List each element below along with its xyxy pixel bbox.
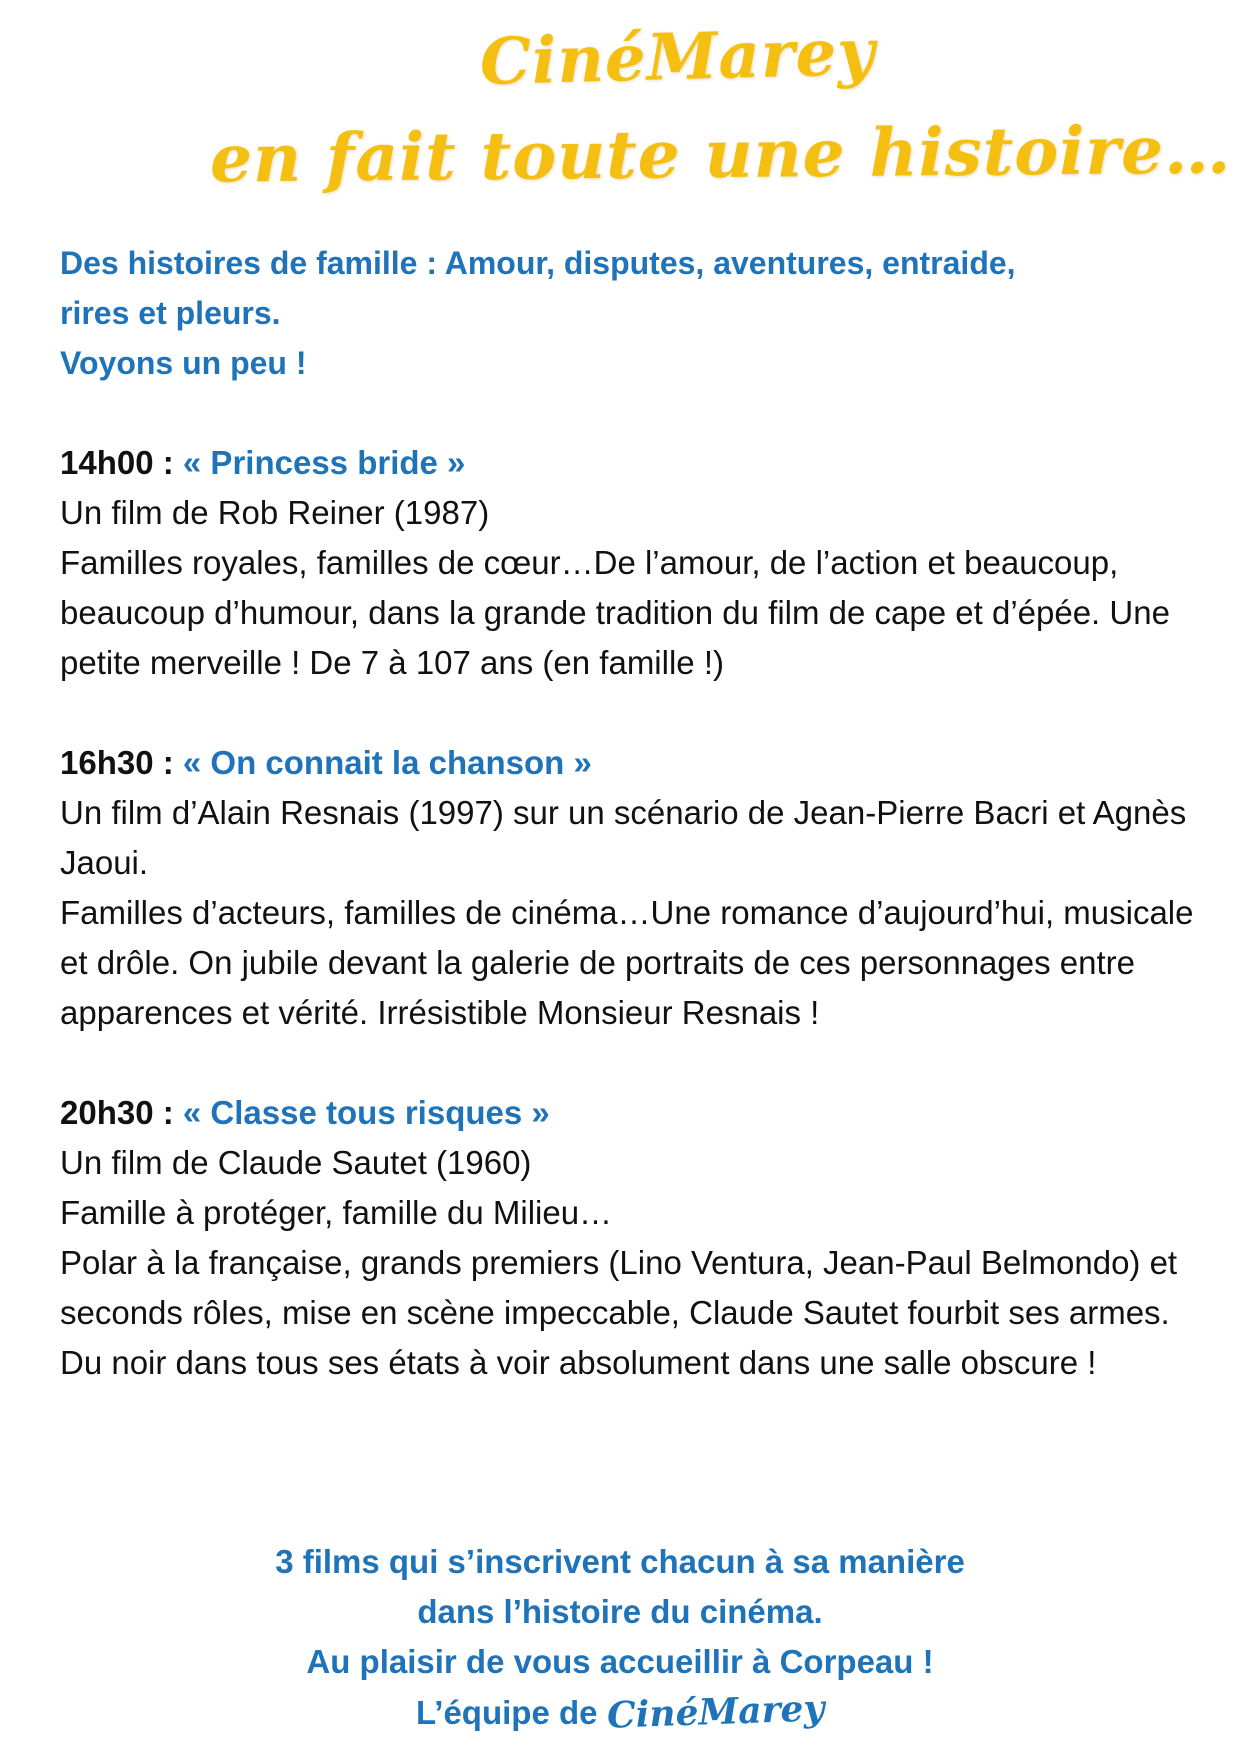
session-paragraph: Un film de Rob Reiner (1987) bbox=[60, 494, 490, 531]
session-time: 20h30 : bbox=[60, 1094, 174, 1131]
conclusion-line: 3 films qui s’inscrivent chacun à sa manière bbox=[275, 1543, 965, 1580]
session-1 bbox=[60, 438, 1210, 688]
intro-line: Voyons un peu ! bbox=[60, 345, 307, 381]
session-time: 14h00 : bbox=[60, 444, 174, 481]
intro-line: Des histoires de famille : Amour, disputes, aventures, entraide, bbox=[60, 245, 1016, 281]
session-time: 16h30 : bbox=[60, 744, 174, 781]
session-paragraph: Familles royales, familles de cœur…De l’amour, de l’action et beaucoup, beaucoup d’humour, dans la grande tradition du film de cape et d’épée. Une petite merveille ! De 7 à 107 ans (en famille !) bbox=[60, 544, 1170, 681]
session-paragraph: Familles d’acteurs, familles de cinéma…Une romance d’aujourd’hui, musicale et drôle. On jubile devant la galerie de portraits de ces personnages entre apparences et vérité. Irrésistible Monsieur Resnais ! bbox=[60, 894, 1194, 1031]
session-2 bbox=[60, 738, 1210, 1038]
brand-title: CinéMarey bbox=[479, 14, 877, 101]
session-paragraph: Famille à protéger, famille du Milieu… bbox=[60, 1194, 613, 1231]
conclusion-line: Au plaisir de vous accueillir à Corpeau ! bbox=[306, 1643, 934, 1680]
session-heading bbox=[60, 438, 1210, 488]
header-title-block bbox=[0, 14, 1240, 230]
film-title: « On connait la chanson » bbox=[182, 744, 592, 781]
conclusion-line: dans l’histoire du cinéma. bbox=[417, 1593, 823, 1630]
session-paragraph: Polar à la française, grands premiers (Lino Ventura, Jean-Paul Belmondo) et seconds rôles, mise en scène impeccable, Claude Sautet fourbit ses armes. Du noir dans tous ses états à voir absolument dans une salle obscure ! bbox=[60, 1244, 1178, 1381]
signature-line bbox=[0, 1687, 1240, 1738]
session-paragraph: Un film de Claude Sautet (1960) bbox=[60, 1144, 532, 1181]
signature-prefix: L’équipe de bbox=[415, 1694, 598, 1731]
session-3 bbox=[60, 1088, 1210, 1388]
film-title: « Classe tous risques » bbox=[182, 1094, 550, 1131]
brand-tagline: en fait toute une histoire… bbox=[209, 110, 1232, 198]
session-paragraph: Un film d’Alain Resnais (1997) sur un scénario de Jean-Pierre Bacri et Agnès Jaoui. bbox=[60, 794, 1187, 881]
conclusion-block bbox=[0, 1537, 1240, 1738]
intro-line: rires et pleurs. bbox=[60, 295, 281, 331]
signature-logo: CinéMarey bbox=[606, 1687, 825, 1737]
intro-block bbox=[60, 238, 1210, 388]
main-content bbox=[60, 238, 1210, 1388]
film-title: « Princess bride » bbox=[182, 444, 466, 481]
session-heading bbox=[60, 738, 1210, 788]
session-heading bbox=[60, 1088, 1210, 1138]
